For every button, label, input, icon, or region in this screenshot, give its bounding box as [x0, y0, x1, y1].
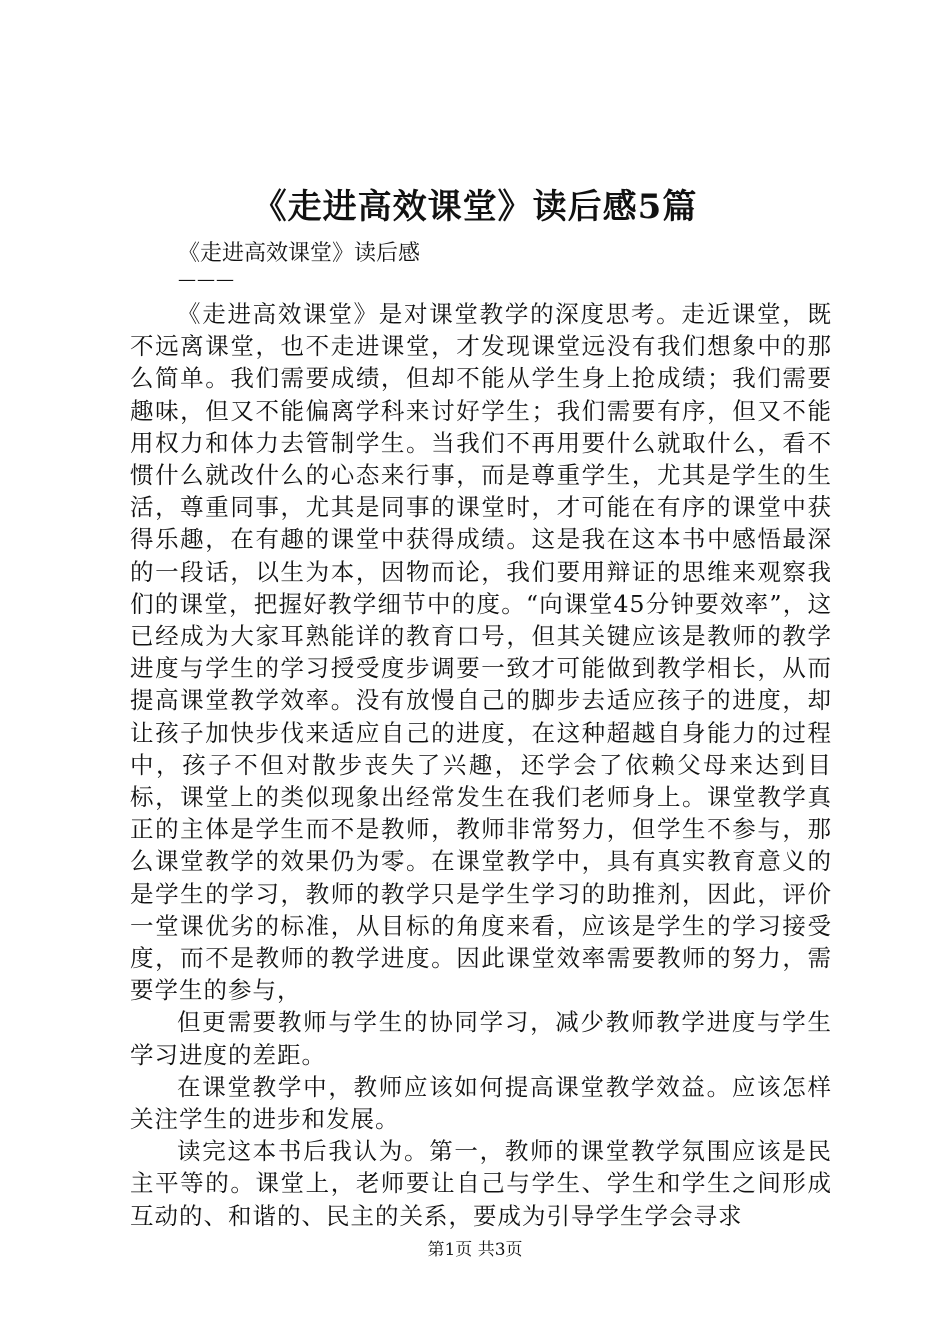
document-body — [130, 298, 832, 1232]
page-footer: 第1页 共3页 — [427, 1240, 523, 1260]
paragraph: 但更需要教师与学生的协同学习，减少教师教学进度与学生学习进度的差距。 — [130, 1008, 832, 1069]
document-subtitle: 《走进高效课堂》读后感 — [178, 241, 421, 266]
paragraph: 在课堂教学中，教师应该如何提高课堂教学效益。应该怎样关注学生的进步和发展。 — [130, 1072, 832, 1134]
paragraph: 《走进高效课堂》是对课堂教学的深度思考。走近课堂，既不远离课堂，也不走进课堂，才发现课堂远没有我们想象中的那么简单。我们需要成绩，但却不能从学生身上抢成绩；我们需要趣味，但又不能偏离学科来讨好学生；我们需要有序，但又不能用权力和体力去管制学生。当我们不再用要什么就取什么，看不惯什么就改什么的心态来行事，而是尊重学生，尤其是学生的生活，尊重同事，尤其是同事的课堂时，才可能在有序的课堂中获得乐趣，在有趣的课堂中获得成绩。这是我在这本书中感悟最深的一段话，以生为本，因物而论，我们要用辩证的思维来观察我们的课堂，把握好教学细节中的度。“向课堂45分钟要效率”，这已经成为大家耳熟能详的教育口号，但其关键应该是教师的教学进度与学生的学习授受度步调要一致才可能做到教学相长，从而提高课堂教学效率。没有放慢自己的脚步去适应孩子的进度，却让孩子加快步伐来适应自己的进度，在这种超越自身能力的过程中，孩子不但对散步丧失了兴趣，还学会了依赖父母来达到目标，课堂上的类似现象出经常发生在我们老师身上。课堂教学真正的主体是学生而不是教师，教师非常努力，但学生不参与，那么课堂教学的效果仍为零。在课堂教学中，具有真实教育意义的是学生的学习，教师的教学只是学生学习的助推剂，因此，评价一堂课优劣的标准，从目标的角度来看，应该是学生的学习接受度，而不是教师的教学进度。因此课堂效率需要教师的努力，需要学生的参与， — [130, 300, 832, 1005]
separator: ——— — [178, 269, 235, 290]
document-title: 《走进高效课堂》读后感5篇 — [252, 187, 698, 227]
paragraph: 读完这本书后我认为。第一，教师的课堂教学氛围应该是民主平等的。课堂上，老师要让自己与学生、学生和学生之间形成互动的、和谐的、民主的关系，要成为引导学生学会寻求 — [130, 1137, 832, 1230]
